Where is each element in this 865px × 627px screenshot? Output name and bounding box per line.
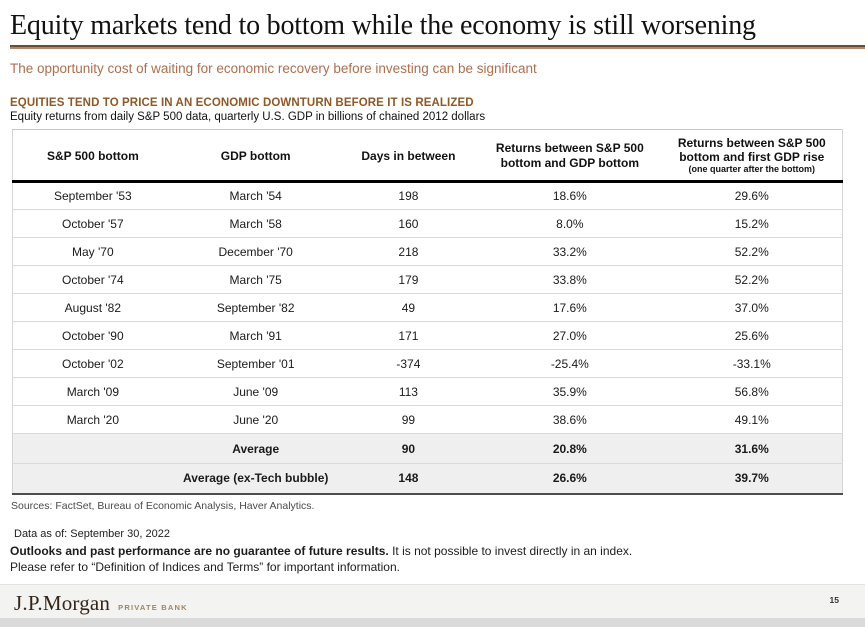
cell-return-gdp-bottom: 17.6%	[478, 294, 661, 322]
disclaimer-regular-text: It is not possible to invest directly in an index.	[388, 544, 633, 558]
data-as-of-note: Data as of: September 30, 2022	[14, 528, 170, 540]
cell-gdp-bottom: September '01	[173, 350, 339, 378]
column-header-sp500-bottom: S&P 500 bottom	[13, 130, 173, 182]
cell-sp500-bottom: October '57	[13, 210, 173, 238]
cell-sp500-bottom: October '74	[13, 266, 173, 294]
section-description: Equity returns from daily S&P 500 data, quarterly U.S. GDP in billions of chained 2012 dollars	[10, 111, 486, 123]
column-header-returns-gdp-rise	[662, 130, 843, 182]
cell-return-gdp-bottom: 27.0%	[478, 322, 661, 350]
cell-return-gdp-rise: 29.6%	[662, 182, 843, 210]
cell-days-between: 179	[339, 266, 478, 294]
column-header-gdp-bottom: GDP bottom	[173, 130, 339, 182]
cell-return-gdp-bottom: 26.6%	[478, 464, 661, 494]
cell-return-gdp-rise: 37.0%	[662, 294, 843, 322]
cell-sp500-bottom: October '02	[13, 350, 173, 378]
brand-logo-text: J.P.Morgan	[14, 591, 111, 615]
brand-suffix-label: PRIVATE BANK	[118, 603, 188, 612]
column-header-returns-gdp-rise-label: Returns between S&P 500 bottom and first GDP rise	[677, 136, 826, 165]
cell-days-between: 160	[339, 210, 478, 238]
table-row	[13, 406, 843, 434]
cell-summary-label: Average	[173, 434, 339, 464]
cell-sp500-bottom: March '20	[13, 406, 173, 434]
table-header-row	[13, 130, 843, 182]
section-header: EQUITIES TEND TO PRICE IN AN ECONOMIC DOWNTURN BEFORE IT IS REALIZED	[10, 97, 474, 109]
cell-sp500-bottom: March '09	[13, 378, 173, 406]
cell-return-gdp-bottom: 18.6%	[478, 182, 661, 210]
table-row	[13, 378, 843, 406]
table-row	[13, 294, 843, 322]
cell-gdp-bottom: March '58	[173, 210, 339, 238]
cell-gdp-bottom: March '91	[173, 322, 339, 350]
cell-gdp-bottom: March '75	[173, 266, 339, 294]
page-number: 15	[829, 595, 839, 605]
disclaimer-line-1	[10, 543, 632, 559]
cell-days-between: 171	[339, 322, 478, 350]
page-title: Equity markets tend to bottom while the economy is still worsening	[10, 10, 756, 41]
cell-gdp-bottom: March '54	[173, 182, 339, 210]
sources-note: Sources: FactSet, Bureau of Economic Analysis, Haver Analytics.	[11, 500, 315, 512]
cell-days-between: 99	[339, 406, 478, 434]
cell-sp500-bottom: October '90	[13, 322, 173, 350]
cell-return-gdp-rise: 31.6%	[662, 434, 843, 464]
brand-logo	[14, 591, 188, 616]
cell-return-gdp-rise: 25.6%	[662, 322, 843, 350]
summary-row-average-ex-tech	[13, 464, 843, 494]
cell-sp500-bottom: September '53	[13, 182, 173, 210]
summary-row-average	[13, 434, 843, 464]
table-row	[13, 350, 843, 378]
cell-days-between: 90	[339, 434, 478, 464]
column-header-returns-gdp-rise-subnote: (one quarter after the bottom)	[688, 164, 816, 175]
table-row	[13, 238, 843, 266]
cell-return-gdp-rise: 52.2%	[662, 266, 843, 294]
recession-returns-table	[12, 129, 843, 495]
cell-return-gdp-rise: 15.2%	[662, 210, 843, 238]
cell-days-between: 218	[339, 238, 478, 266]
cell-days-between: 49	[339, 294, 478, 322]
cell-return-gdp-rise: -33.1%	[662, 350, 843, 378]
cell-return-gdp-bottom: -25.4%	[478, 350, 661, 378]
disclaimer-line-2: Please refer to “Definition of Indices and Terms” for important information.	[10, 560, 400, 574]
cell-gdp-bottom: June '09	[173, 378, 339, 406]
cell-return-gdp-bottom: 20.8%	[478, 434, 661, 464]
cell-empty	[13, 464, 173, 494]
cell-days-between: 198	[339, 182, 478, 210]
disclaimer-bold-text: Outlooks and past performance are no guarantee of future results.	[10, 544, 389, 558]
cell-return-gdp-bottom: 38.6%	[478, 406, 661, 434]
bottom-gray-strip	[0, 618, 865, 627]
table-row	[13, 322, 843, 350]
cell-return-gdp-rise: 39.7%	[662, 464, 843, 494]
cell-return-gdp-bottom: 8.0%	[478, 210, 661, 238]
column-header-returns-gdp-bottom: Returns between S&P 500 bottom and GDP bottom	[478, 130, 661, 182]
disclaimer	[10, 543, 632, 575]
cell-days-between: 148	[339, 464, 478, 494]
cell-gdp-bottom: June '20	[173, 406, 339, 434]
cell-gdp-bottom: September '82	[173, 294, 339, 322]
table-row	[13, 266, 843, 294]
footer-bar	[0, 584, 865, 618]
title-underline-rule	[10, 45, 865, 49]
cell-gdp-bottom: December '70	[173, 238, 339, 266]
table-row	[13, 210, 843, 238]
cell-return-gdp-rise: 56.8%	[662, 378, 843, 406]
table-row	[13, 182, 843, 210]
page-subtitle: The opportunity cost of waiting for economic recovery before investing can be significant	[10, 61, 537, 76]
data-table-container	[12, 129, 843, 495]
cell-days-between: 113	[339, 378, 478, 406]
cell-days-between: -374	[339, 350, 478, 378]
cell-return-gdp-rise: 49.1%	[662, 406, 843, 434]
cell-return-gdp-rise: 52.2%	[662, 238, 843, 266]
cell-return-gdp-bottom: 33.8%	[478, 266, 661, 294]
column-header-days-between: Days in between	[339, 130, 478, 182]
cell-return-gdp-bottom: 35.9%	[478, 378, 661, 406]
cell-sp500-bottom: August '82	[13, 294, 173, 322]
cell-empty	[13, 434, 173, 464]
cell-summary-label: Average (ex-Tech bubble)	[173, 464, 339, 494]
cell-return-gdp-bottom: 33.2%	[478, 238, 661, 266]
cell-sp500-bottom: May '70	[13, 238, 173, 266]
